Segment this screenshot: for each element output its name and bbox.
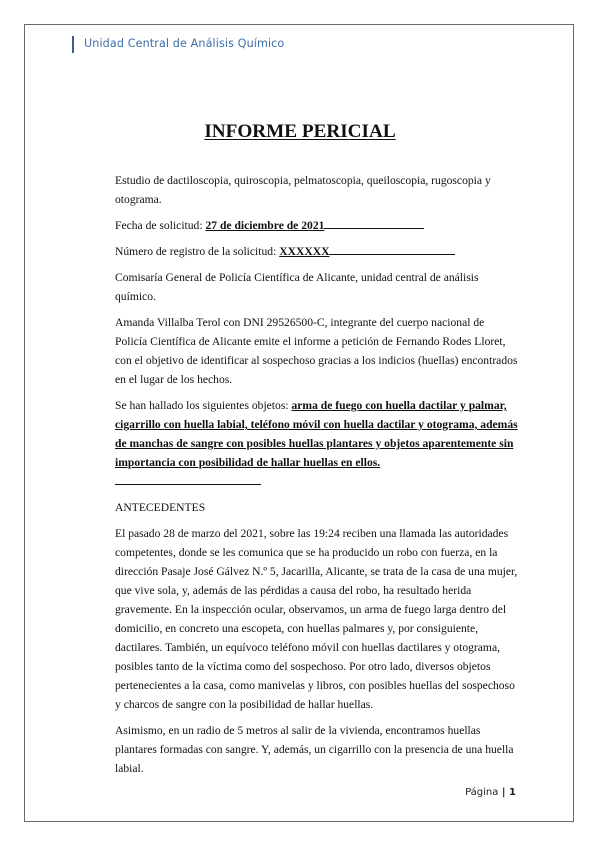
intro-paragraph: Estudio de dactiloscopia, quiroscopia, pelmatoscopia, queiloscopia, rugoscopia y otograma. (115, 174, 491, 206)
page-footer (465, 787, 516, 798)
registry-line (115, 242, 519, 261)
request-date-underline (324, 218, 424, 229)
antecedentes-paragraph-1: El pasado 28 de marzo del 2021, sobre las 19:24 reciben una llamada las autoridades competentes, donde se les comunica que se ha producido un robo con fuerza, en la dirección Pasaje José Gálvez N.º 5, Jacarilla, Alicante, se trata de la casa de una mujer, que vive sola, y, además de las pérdidas a causa del robo, ha resultado herida gravemente. En la inspección ocular, observamos, un arma de fuego larga dentro del domicilio, en concreto una escopeta, con huellas palmares y, por consiguiente, dactilares. También, un equívoco teléfono móvil con huellas dactilares y otograma, posibles tanto de la víctima como del sospechoso. Por otro lado, diversos objetos pertenecientes a la casa, como manivelas y libros, con posibles huellas del sospechoso y charcos de sangre con la posibilidad de hallar huellas. (115, 527, 518, 711)
objects-label: Se han hallado los siguientes objetos: (115, 399, 292, 412)
page-number: 1 (509, 787, 516, 798)
registry-label: Número de registro de la solicitud: (115, 245, 280, 258)
objects-paragraph (115, 396, 519, 491)
objects-list: arma de fuego con huella dactilar y palmar, cigarrillo con huella labial, teléfono móvil con huella dactilar y otograma, además de manchas de sangre con posibles huellas plantares y objetos aparentemente sin importancia con posibilidad de hallar huellas en ellos. (115, 399, 518, 469)
registry-underline (329, 244, 455, 255)
antecedentes-paragraph-2: Asimismo, en un radio de 5 metros al salir de la vivienda, encontramos huellas plantares formadas con sangre. Y, además, un cigarrillo con la presencia de una huella labial. (115, 724, 514, 775)
request-date-label: Fecha de solicitud: (115, 219, 206, 232)
document-title: INFORME PERICIAL (204, 121, 396, 142)
request-date-line (115, 216, 519, 235)
antecedentes-heading: ANTECEDENTES (115, 501, 206, 514)
header-organization: Unidad Central de Análisis Químico (84, 37, 285, 50)
page-separator: | (498, 787, 510, 798)
objects-underline (115, 474, 261, 485)
agency-paragraph: Comisaría General de Policía Científica de Alicante, unidad central de análisis químico. (115, 271, 479, 303)
page-label: Página (465, 787, 499, 798)
request-date-value: 27 de diciembre de 2021 (205, 219, 325, 232)
header-accent-bar (72, 36, 74, 53)
registry-value: XXXXXX (279, 245, 330, 258)
expert-statement-paragraph: Amanda Villalba Terol con DNI 29526500-C, integrante del cuerpo nacional de Policía Científica de Alicante emite el informe a petición de Fernando Rodes Lloret, con el objetivo de identificar al sospechoso gracias a los indicios (huellas) encontrados en el lugar de los hechos. (115, 316, 518, 386)
document-body (115, 171, 519, 785)
